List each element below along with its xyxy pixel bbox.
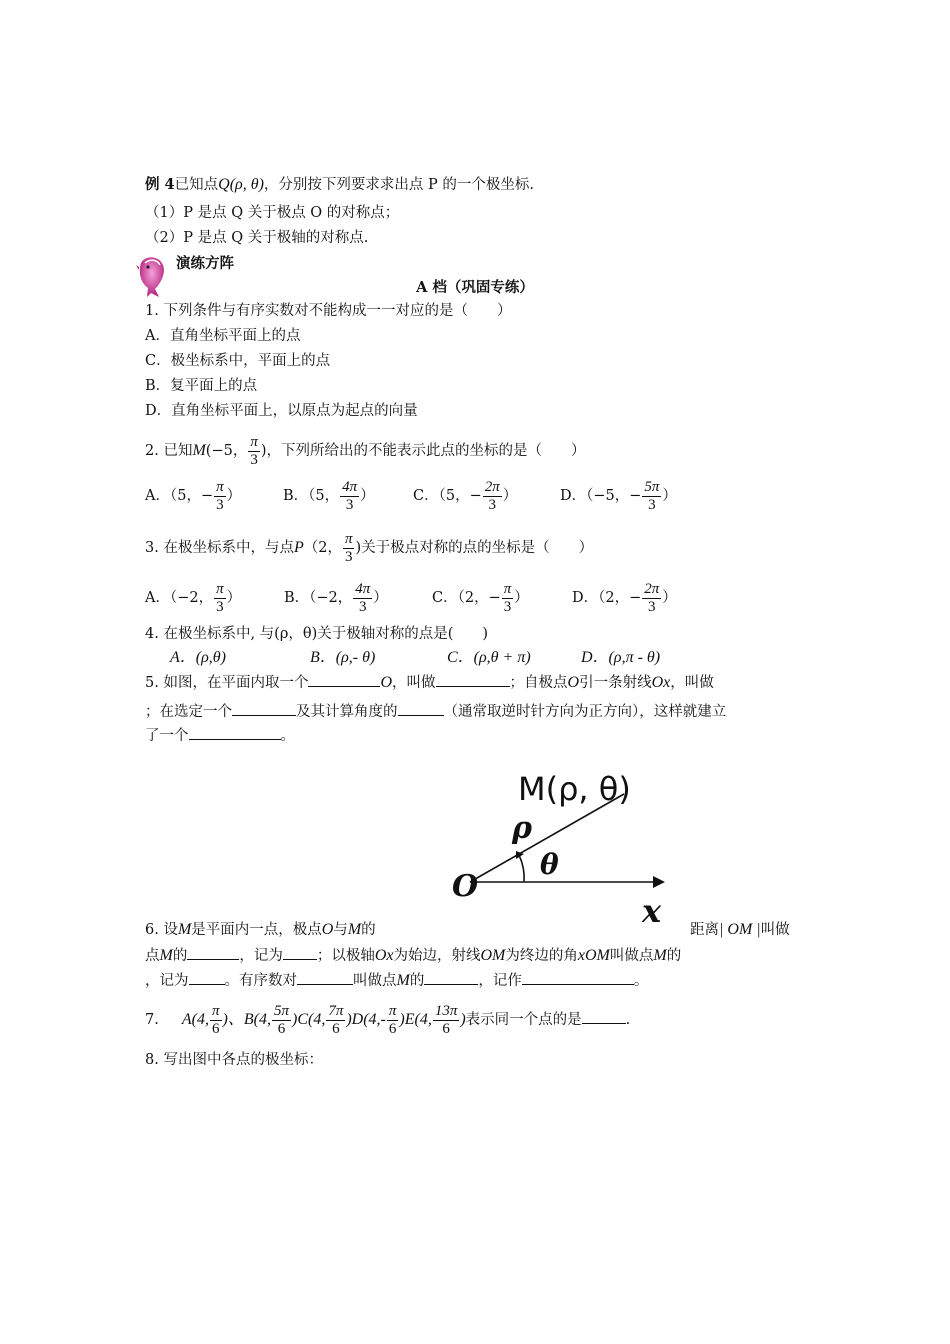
example4-text-a: 已知点 <box>174 177 219 193</box>
q3-option-c: C．（2，− $\frac{\pi}{3}$ ） <box>432 580 529 615</box>
example4-item2: （2）P 是点 Q 关于极轴的对称点. <box>145 230 369 246</box>
angle-arc <box>519 855 524 882</box>
q6-blank-3[interactable] <box>189 970 225 985</box>
q6-line2: 点M的 ，记为 ；以极轴Ox为始边，射线OM为终边的角xOM叫做点M的 <box>145 947 682 964</box>
polar-diagram <box>420 760 680 930</box>
q5-blank-3[interactable] <box>232 701 296 716</box>
q8-stem: 8. 写出图中各点的极坐标： <box>145 1052 323 1068</box>
q3-option-d: D．（2，− $\frac{2\pi}{3}$ ） <box>572 580 677 615</box>
q7-line: 7. A(4, $\frac{\pi}{6}$ )、B(4, $\frac{5\pi}{6}$ )C(4, $\frac{7\pi}{6}$ )D(4,- $\frac{\pi}{6}$ )E(4, $\frac{13\pi}{6}$ )表示同一个点的是 . <box>145 1002 631 1037</box>
rho-label: ρ <box>512 811 532 846</box>
q1-option-b: B．复平面上的点 <box>145 378 258 394</box>
q1-option-d: D．直角坐标平面上，以原点为起点的向量 <box>145 403 418 419</box>
q4-stem: 4. 在极坐标系中, 与(ρ，θ)关于极轴对称的点是( ) <box>145 626 489 642</box>
q6-blank-4[interactable] <box>297 970 353 985</box>
q7-blank[interactable] <box>582 1009 626 1024</box>
q6-blank-6[interactable] <box>522 970 634 985</box>
q5-blank-5[interactable] <box>189 725 281 740</box>
q2-option-b: B．（5， $\frac{4\pi}{3}$ ） <box>283 478 375 513</box>
q3-stem: 3. 在极坐标系中，与点P（2， $\frac{\pi}{3}$ )关于极点对称的点的坐标是（ ） <box>145 530 594 565</box>
q5-line2: ；在选定一个 及其计算角度的 （通常取逆时针方向为正方向），这样就建立 <box>145 701 726 722</box>
q4-option-a: A．(ρ,θ) <box>170 649 226 666</box>
origin-label: O <box>452 869 479 904</box>
q4-option-c: C．(ρ,θ + π) <box>447 649 531 666</box>
q6-line3: ，记为 。有序数对 叫做点M的 ，记作 。 <box>145 972 649 989</box>
polar-axis-arrow <box>653 876 665 888</box>
example4-item1: （1）P 是点 Q 关于极点 O 的对称点； <box>145 205 400 221</box>
theta-label: θ <box>540 848 559 881</box>
q6-line1-right: 距离| OM |叫做 <box>690 921 790 938</box>
example4-point: Q(ρ, θ) <box>218 176 264 193</box>
q2-option-c: C．（5，− $\frac{2\pi}{3}$ ） <box>413 478 518 513</box>
q6-line1-left: 6. 设M是平面内一点，极点O与M的 <box>145 921 376 938</box>
m-label: M(ρ, θ) <box>518 770 631 808</box>
q4-option-b: B．(ρ,- θ) <box>310 649 376 666</box>
q5-line3: 了一个 。 <box>145 725 295 746</box>
q4-option-d: D．(ρ,π - θ) <box>581 649 661 666</box>
q6-blank-1[interactable] <box>187 945 239 960</box>
q5-blank-1[interactable] <box>308 672 380 687</box>
q2-option-d: D．（−5，− $\frac{5\pi}{3}$ ） <box>560 478 677 513</box>
q6-blank-2[interactable] <box>283 945 317 960</box>
q1-option-a: A．直角坐标平面上的点 <box>145 328 301 344</box>
q5-line1: 5. 如图，在平面内取一个 O，叫做 ；自极点O引一条射线Ox，叫做 <box>145 674 714 691</box>
q5-blank-4[interactable] <box>398 701 444 716</box>
example4-line <box>145 175 534 195</box>
x-label: x <box>642 892 662 930</box>
example4-text-b: ，分别按下列要求求出点 P 的一个极坐标. <box>263 177 534 193</box>
q2-option-a: A．（5，− $\frac{\pi}{3}$ ） <box>145 478 242 513</box>
q2-stem: 2. 已知M(−5， $\frac{\pi}{3}$ )，下列所给出的不能表示此点的坐标的是（ ） <box>145 433 586 468</box>
q6-blank-5[interactable] <box>424 970 478 985</box>
q1-option-c: C．极坐标系中，平面上的点 <box>145 353 331 369</box>
q2-fraction: $\frac{\pi}{3}$ <box>250 433 258 468</box>
q3-option-a: A．（−2， $\frac{\pi}{3}$ ） <box>145 580 242 615</box>
q3-option-b: B．（−2， $\frac{4\pi}{3}$ ） <box>284 580 388 615</box>
example4-label: 例 4 <box>145 176 175 193</box>
q5-blank-2[interactable] <box>436 672 510 687</box>
section-subtitle: A 档（巩固专练） <box>416 279 534 296</box>
q1-stem: 1. 下列条件与有序实数对不能构成一一对应的是（ ） <box>145 303 512 319</box>
section-title: 演练方阵 <box>176 255 234 272</box>
